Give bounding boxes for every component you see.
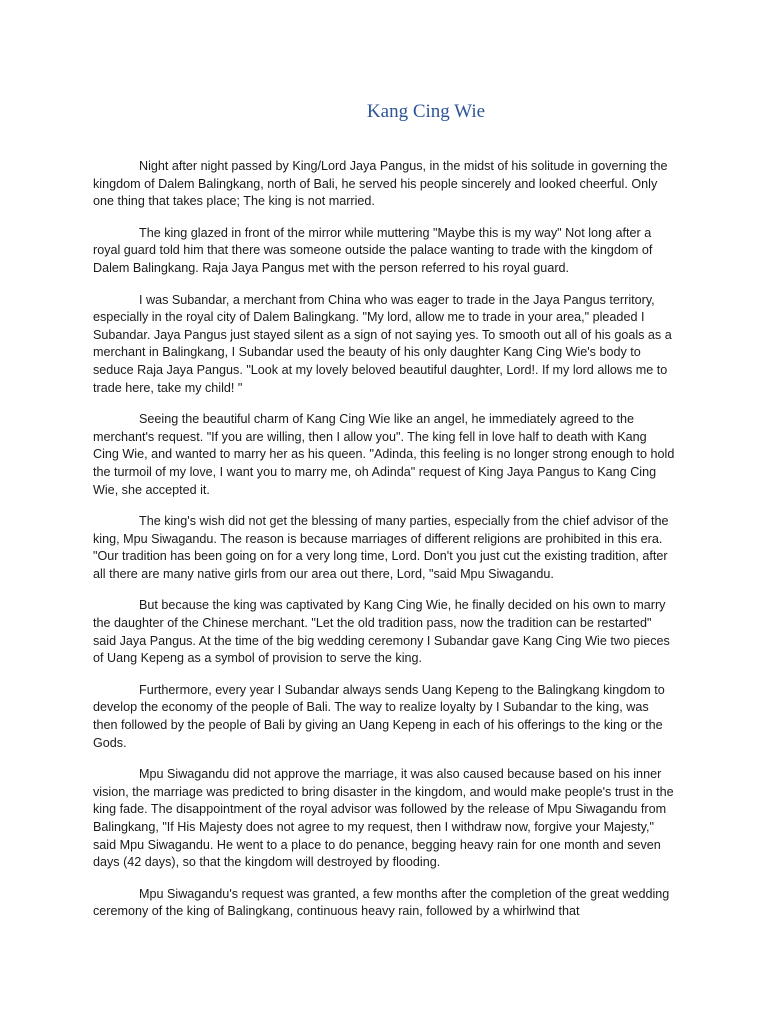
paragraph: The king's wish did not get the blessing of many parties, especially from the chief advisor of the king, Mpu Siwagandu. The reason is because marriages of different religions are prohibited in this era. "Our tradition has been going on for a very long time, Lord. Don't you just cut the existing tradition, after all there are many native girls from our area out there, Lord, "said Mpu Siwagandu.: [93, 514, 669, 581]
paragraph: Mpu Siwagandu did not approve the marriage, it was also caused because based on his inner vision, the marriage was predicted to bring disaster in the kingdom, and would make people's trust in the king fade. The disappointment of the royal advisor was followed by the release of Mpu Siwagandu from Balingkang, "If His Majesty does not agree to my request, then I withdraw now, forgive your Majesty," said Mpu Siwagandu. He went to a place to do penance, begging heavy rain for one month and seven days (42 days), so that the kingdom will destroyed by flooding.: [93, 767, 674, 870]
paragraph: But because the king was captivated by Kang Cing Wie, he finally decided on his own to marry the daughter of the Chinese merchant. "Let the old tradition pass, now the tradition can be restarted" said Jaya Pangus. At the time of the big wedding ceremony I Subandar gave Kang Cing Wie two pieces of Uang Kepeng as a symbol of provision to serve the king.: [93, 598, 670, 666]
document-body: [93, 158, 675, 935]
paragraph: Mpu Siwagandu's request was granted, a few months after the completion of the great wedding ceremony of the king of Balingkang, continuous heavy rain, followed by a whirlwind that: [93, 886, 670, 919]
paragraph: The king glazed in front of the mirror while muttering "Maybe this is my way" Not long after a royal guard told him that there was someone outside the palace wanting to trade with the kingdom of Dalem Balingkang. Raja Jaya Pangus met with the person referred to his royal guard.: [93, 225, 653, 275]
document-title: Kang Cing Wie: [366, 101, 486, 122]
paragraph: Furthermore, every year I Subandar always sends Uang Kepeng to the Balingkang kingdom to develop the economy of the people of Bali. The way to realize loyalty by I Subandar to the king, was then followed by the people of Bali by giving an Uang Kepeng in each of his offerings to the king or the Gods.: [93, 682, 665, 750]
paragraph: Night after night passed by King/Lord Jaya Pangus, in the midst of his solitude in governing the kingdom of Dalem Balingkang, north of Bali, he served his people sincerely and looked cheerful. Only one thing that takes place; The king is not married.: [93, 159, 668, 209]
paragraph: I was Subandar, a merchant from China who was eager to trade in the Jaya Pangus territory, especially in the royal city of Dalem Balingkang. "My lord, allow me to trade in your area," pleaded I Subandar. Jaya Pangus just stayed silent as a sign of not saying yes. To smooth out all of his goals as a merchant in Balingkang, I Subandar used the beauty of his only daughter Kang Cing Wie's body to seduce Raja Jaya Pangus. "Look at my lovely beloved beautiful daughter, Lord!. If my lord allows me to trade here, take my child! ": [93, 292, 672, 395]
paragraph: Seeing the beautiful charm of Kang Cing Wie like an angel, he immediately agreed to the merchant's request. "If you are willing, then I allow you". The king fell in love half to death with Kang Cing Wie, and wanted to marry her as his queen. "Adinda, this feeling is no longer strong enough to hold the turmoil of my love, I want you to marry me, oh Adinda" request of King Jaya Pangus to Kang Cing Wie, she accepted it.: [93, 412, 675, 497]
